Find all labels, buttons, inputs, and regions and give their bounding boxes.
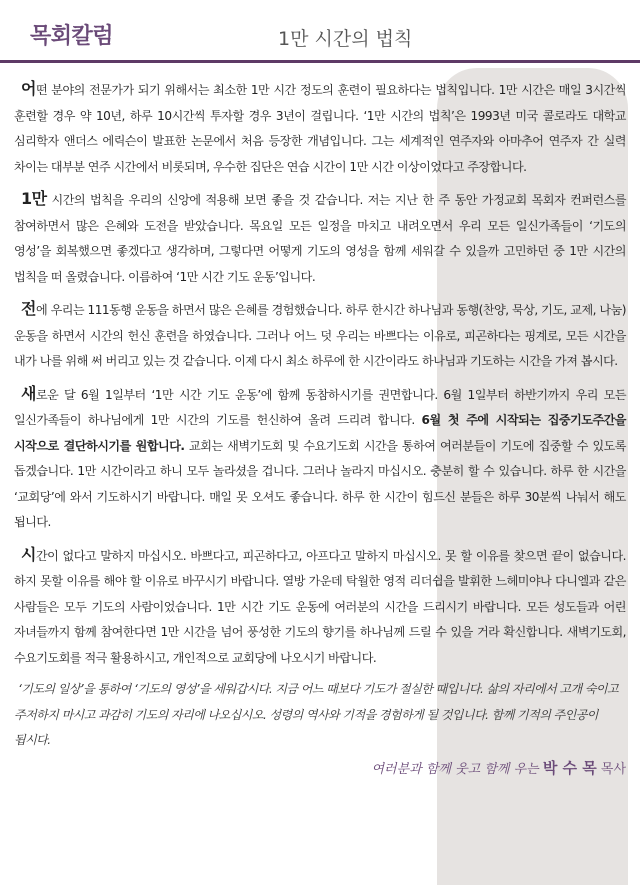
drop-initial: 어 (21, 79, 36, 98)
paragraph-text: 떤 분야의 전문가가 되기 위해서는 최소한 1만 시간 정도의 훈련이 필요하다는 법칙입니다. 1만 시간은 매일 3시간씩 훈련할 경우 약 10년, 하루 10시간씩 투자할 경우 3년이 걸립니다. ‘1만 시간의 법칙’은 1993년 미국 콜로라도 대학교 심리학자 앤더스 에릭슨이 발표한 논문에서 처음 등장한 개념입니다. 그는 세계적인 연주자와 아마추어 연주자 간 실력 차이는 대부분 연주 시간에서 비롯되며, 우수한 집단은 연습 시간이 1만 시간 이상이었다고 주장합니다. (14, 83, 626, 174)
drop-initial: 1만 (21, 189, 47, 208)
column-title: 목회칼럼 (30, 24, 114, 49)
signature-prefix: 여러분과 함께 웃고 함께 우는 (371, 761, 543, 777)
paragraph-1 (14, 76, 626, 180)
drop-initial: 전 (21, 299, 36, 318)
signature (14, 757, 626, 778)
paragraph-text: 시간의 법칙을 우리의 신앙에 적용해 보면 좋을 것 같습니다. 저는 지난 한 주 동안 가정교회 목회자 컨퍼런스를 참여하면서 많은 은혜와 도전을 받았습니다. 목요일 모든 일정을 마치고 내려오면서 우리 모든 일신가족들이 ‘기도의 영성’을 회복했으면 좋겠다고 생각하며, 그렇다면 어떻게 기도의 영성을 함께 세워갈 수 있을까 고민하던 중 1만 시간의 법칙을 떠 올렸습니다. 이름하여 ‘1만 시간 기도 운동’입니다. (14, 193, 626, 284)
article-title: 1만 시간의 법칙 (278, 28, 413, 50)
paragraph-text: 로운 달 6월 1일부터 ‘1만 시간 기도 운동’에 함께 동참하시기를 권면합니다. 6월 1일부터 하반기까지 우리 모든 일신가족들이 하나님에게 1만 시간의 기도를 헌신하여 올려 드리려 합니다. (14, 387, 626, 427)
article-body (14, 76, 626, 778)
drop-initial: 새 (21, 383, 36, 403)
emphasis-text: 6월 첫 주에 시작되는 집중기도주간을 시작으로 결단하시기를 원합니다. (14, 413, 626, 453)
paragraph-3 (14, 296, 626, 375)
author-name: 박 수 목 (542, 758, 597, 777)
author-role: 목사 (596, 761, 626, 777)
paragraph-text: 교회는 새벽기도회 및 수요기도회 시간을 통하여 여러분들이 기도에 집중할 수 있도록 돕겠습니다. 1만 시간이라고 하니 모두 놀라셨을 겁니다. 그러나 놀라지 마십시오. 충분히 할 수 있습니다. 하루 한 시간을 ‘교회당’에 와서 기도하시기 바랍니다. 매일 못 오셔도 좋습니다. 하루 한 시간이 힘드신 분들은 하루 30분씩 나눠서 해도 됩니다. (14, 438, 626, 529)
page-header (0, 0, 640, 68)
paragraph-5 (14, 542, 626, 672)
paragraph-text: 간이 없다고 말하지 마십시오. 바쁘다고, 피곤하다고, 아프다고 말하지 마십시오. 못 할 이유를 찾으면 끝이 없습니다. 하지 못할 이유를 해야 할 이유로 바꾸시기 바랍니다. 열방 가운데 탁월한 영적 리더쉽을 발휘한 느헤미야나 다니엘과 같은 사람들은 모두 기도의 사람이었습니다. 1만 시간 기도 운동에 여러분의 시간을 드리시기 바랍니다. 모든 성도들과 어린 자녀들까지 함께 참여한다면 1만 시간을 넘어 풍성한 기도의 향기를 하나님께 드릴 수 있을 거라 확신합니다. 새벽기도회, 수요기도회를 적극 활용하시고, 개인적으로 교회당에 나오시기 바랍니다. (14, 548, 626, 665)
drop-initial: 시 (21, 544, 36, 564)
paragraph-2 (14, 186, 626, 290)
header-divider (0, 60, 640, 63)
paragraph-text: 에 우리는 111동행 운동을 하면서 많은 은혜를 경험했습니다. 하루 한시간 하나님과 동행(찬양, 묵상, 기도, 교제, 나눔) 운동을 하면서 시간의 헌신 훈련을 하였습니다. 그러나 어느 덧 우리는 바쁘다는 이유로, 피곤하다는 핑계로, 모든 시간을 내가 나를 위해 써 버리고 있는 것 같습니다. 이제 다시 최소 하루에 한 시간이라도 하나님과 기도하는 시간을 가져 봅시다. (14, 303, 626, 368)
closing-paragraph: ‘기도의 일상’을 통하여 ‘기도의 영성’을 세워갑시다. 지금 어느 때보다 기도가 절실한 때입니다. 삶의 자리에서 고개 숙이고 주저하지 마시고 과감히 기도의 자리에 나오십시오. 성령의 역사와 기적을 경험하게 될 것입니다. 함께 기적의 주인공이 됩시다. (14, 682, 619, 747)
paragraph-4 (14, 381, 626, 536)
